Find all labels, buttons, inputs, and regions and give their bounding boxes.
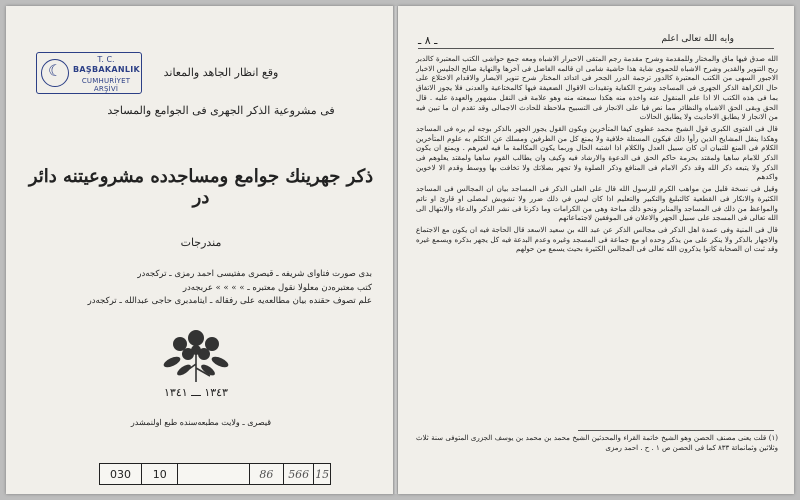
page-header [418,34,774,46]
stamp-line-1: T. C. [97,55,115,64]
page-number: ـ ٨ ـ [418,34,438,47]
right-page [398,6,794,494]
ref-cell: 86 [250,464,284,484]
header-divider [418,48,774,49]
toc-item: كتب معتبره‌دن معلولا نقول معتبره ـ » » » » عربجه‌در [182,282,372,293]
table-of-contents [28,268,372,309]
header-phrase: وايه الله تعالى اعلم [661,34,734,44]
dedication-heading: وقع انظار الجاهد والمعاند [163,66,279,79]
ref-cell: 566 [284,464,314,484]
ref-cell: 15 [315,467,330,481]
footnote: (١) قلت يعنى مصنف الحصن وهو الشيخ خاتمة القراء والمحدثين الشيخ محمد بن محمد بن يوسف الجزرى المتوفى سنة ثلاث وثلاثين وثمانمائة ٨٣٣ كما فى الحصن ص ١ . ح . احمد رمزى [416,434,778,452]
footnote-divider [578,430,774,431]
ref-cell: 10 [142,464,178,484]
floral-ornament-icon [146,324,246,384]
toc-item: بدى صورت فتاواى شريفه ـ قيصرى مفتيسى احمد رمزى ـ تركجه‌در [137,269,372,279]
stamp-line-2: BAŞBAKANLIK [73,65,140,74]
stamp-line-3: CUMHURİYET ARŞİVİ [81,77,131,93]
archive-reference-box [99,463,331,485]
toc-item: علم تصوف حقنده بيان مطالعه‌يه على رفقاله ـ ايتامدبرى حاجى عبدالله ـ تركجه‌در [87,296,372,306]
ref-cell [178,464,249,484]
crescent-seal-icon [41,59,69,87]
publication-year: ١٣٤٣ ـــ ١٣٤١ [164,386,228,399]
body-paragraph: وقيل فى نسخة قليل من مواهب الكرم للرسول الله قال على العلى الذكر فى المساجد بيان ان المجالس فى المساجد الكثيرة والانكار فى القطعية كالتبليغ والتكبير والتعليم اذا كان ليس في ذلك ضرر ولا تشويش لمصلى او قارئ او نائم والمواعظ من ذلك فى المساجد والمنابر ونحو ذلك مباحة وهى من الكرامات وما ذكرنا فى نشر الذكر والدعاء والابتهال الى الله تعالى فى المسجد على سبيل الجهر والاعلان فى الموفقين لاجتماعاتهم [416,184,778,223]
body-paragraph: قال فى الفتوى الكبرى قول الشيخ محمد عطوى كيفا المتأخرين ويكون القول يجوز الجهر بالذكر بوجه لم يره فى المساجد وهكذا ينقل المشايخ الذين رأوا ذلك فيكون المسئلة خلافية ولا يمنع كل من الطرفين ومسلك عن التكلم به علوم المتأخرين الكلام فى المنع للتبيان ان كان سبيل العدل والكلام اذا اشتبه الحال وربما يكون المكالمة ما فيه لغيرهم . ويمنع ان يكون الذكر للامام ساهيا ولمقتد بحرمة حاكم الحق فى الدعوة والارشاد فيه وكيف وان يطالب القوم ساهيا ولمقتد يعلوهم فى الذكر ولا يتبعه ذكر الله وقد ذكر الامام فى المنافع وذكر الصلوة ولا تجهر بصلاتك ولا تخافت بها ووسط وقدم الا لاخوين واكدهم [416,123,778,182]
body-text [416,54,778,256]
contents-heading: مندرجات [180,236,222,249]
printer-note: قيصرى ـ ولايت مطبعه‌سنده طبع اولنمشدر [130,418,272,427]
body-paragraph: قال فى المنية وفى عمدة اهل الذكر فى مجالس الذكر عن عبد الله بن سعيد الاسعد قال الحاجة فيه ان يكون مع الاجتماع والاجهار بالذكر ولا ينكر على من يذكر وحده او مع جماعة فى المسجد وغيره وعدم البدعة فيه كل يجهر بذكره ويسمع غيره وقد ثبت ان الصحابة كانوا يذكرون الله تعالى فى المجالس الكثيرة بحيث يسمع من حولهم [416,224,778,254]
page-title: ذكر جهرينك جوامع ومساجدده مشروعيتنه دائر در [28,166,374,208]
subject-heading: فى مشروعية الذكر الجهرى فى الجوامع والمساجد [107,104,335,117]
left-page [6,6,394,494]
ref-cell: 030 [100,464,142,484]
body-paragraph: الله صدق فيها ماق والمختار وللمقدمة وشرح مقدمة رجم المتقى الاحبرار الاشباه ومعه جمع حواشى الكتب المعتبرة كالدبر ربح التنوير والقدير وشرح الاشباه للحموى شاية هذا حاشية شامى ان قالمه الفاضل فى آخرها والنهاية صالح الجليس الاخبار الاجبور السهى من الكتب المعتبرة كالدور ترجمة الدرر الجحر فى ائدائد المختار شرح تنوير الابصار والاقدام الاختلاع على حال الكراهة الذكر الجهرى فى المساجد وشرح الكفاية وتقيدات الاقوال الضعيفة فيها كالمختاعية والعدنى فلا يجوز الاتفاق بما فى هذه الكتب الا اذا علم المنقول عنه واخذه منه هكذا سمعته منه وهو علامة فى النقل مشهور والعهدة عليه . قال الحق وبقى الحق الاشباه والنظائر مما نص فيا على الانجاز فى التسبيح ملاحظة للحادث الاجمالى وقد تقدم ان ما تبين فيه من الانجاز لا يطابق الاحاديث ولا يطابق الحالات [416,54,778,122]
